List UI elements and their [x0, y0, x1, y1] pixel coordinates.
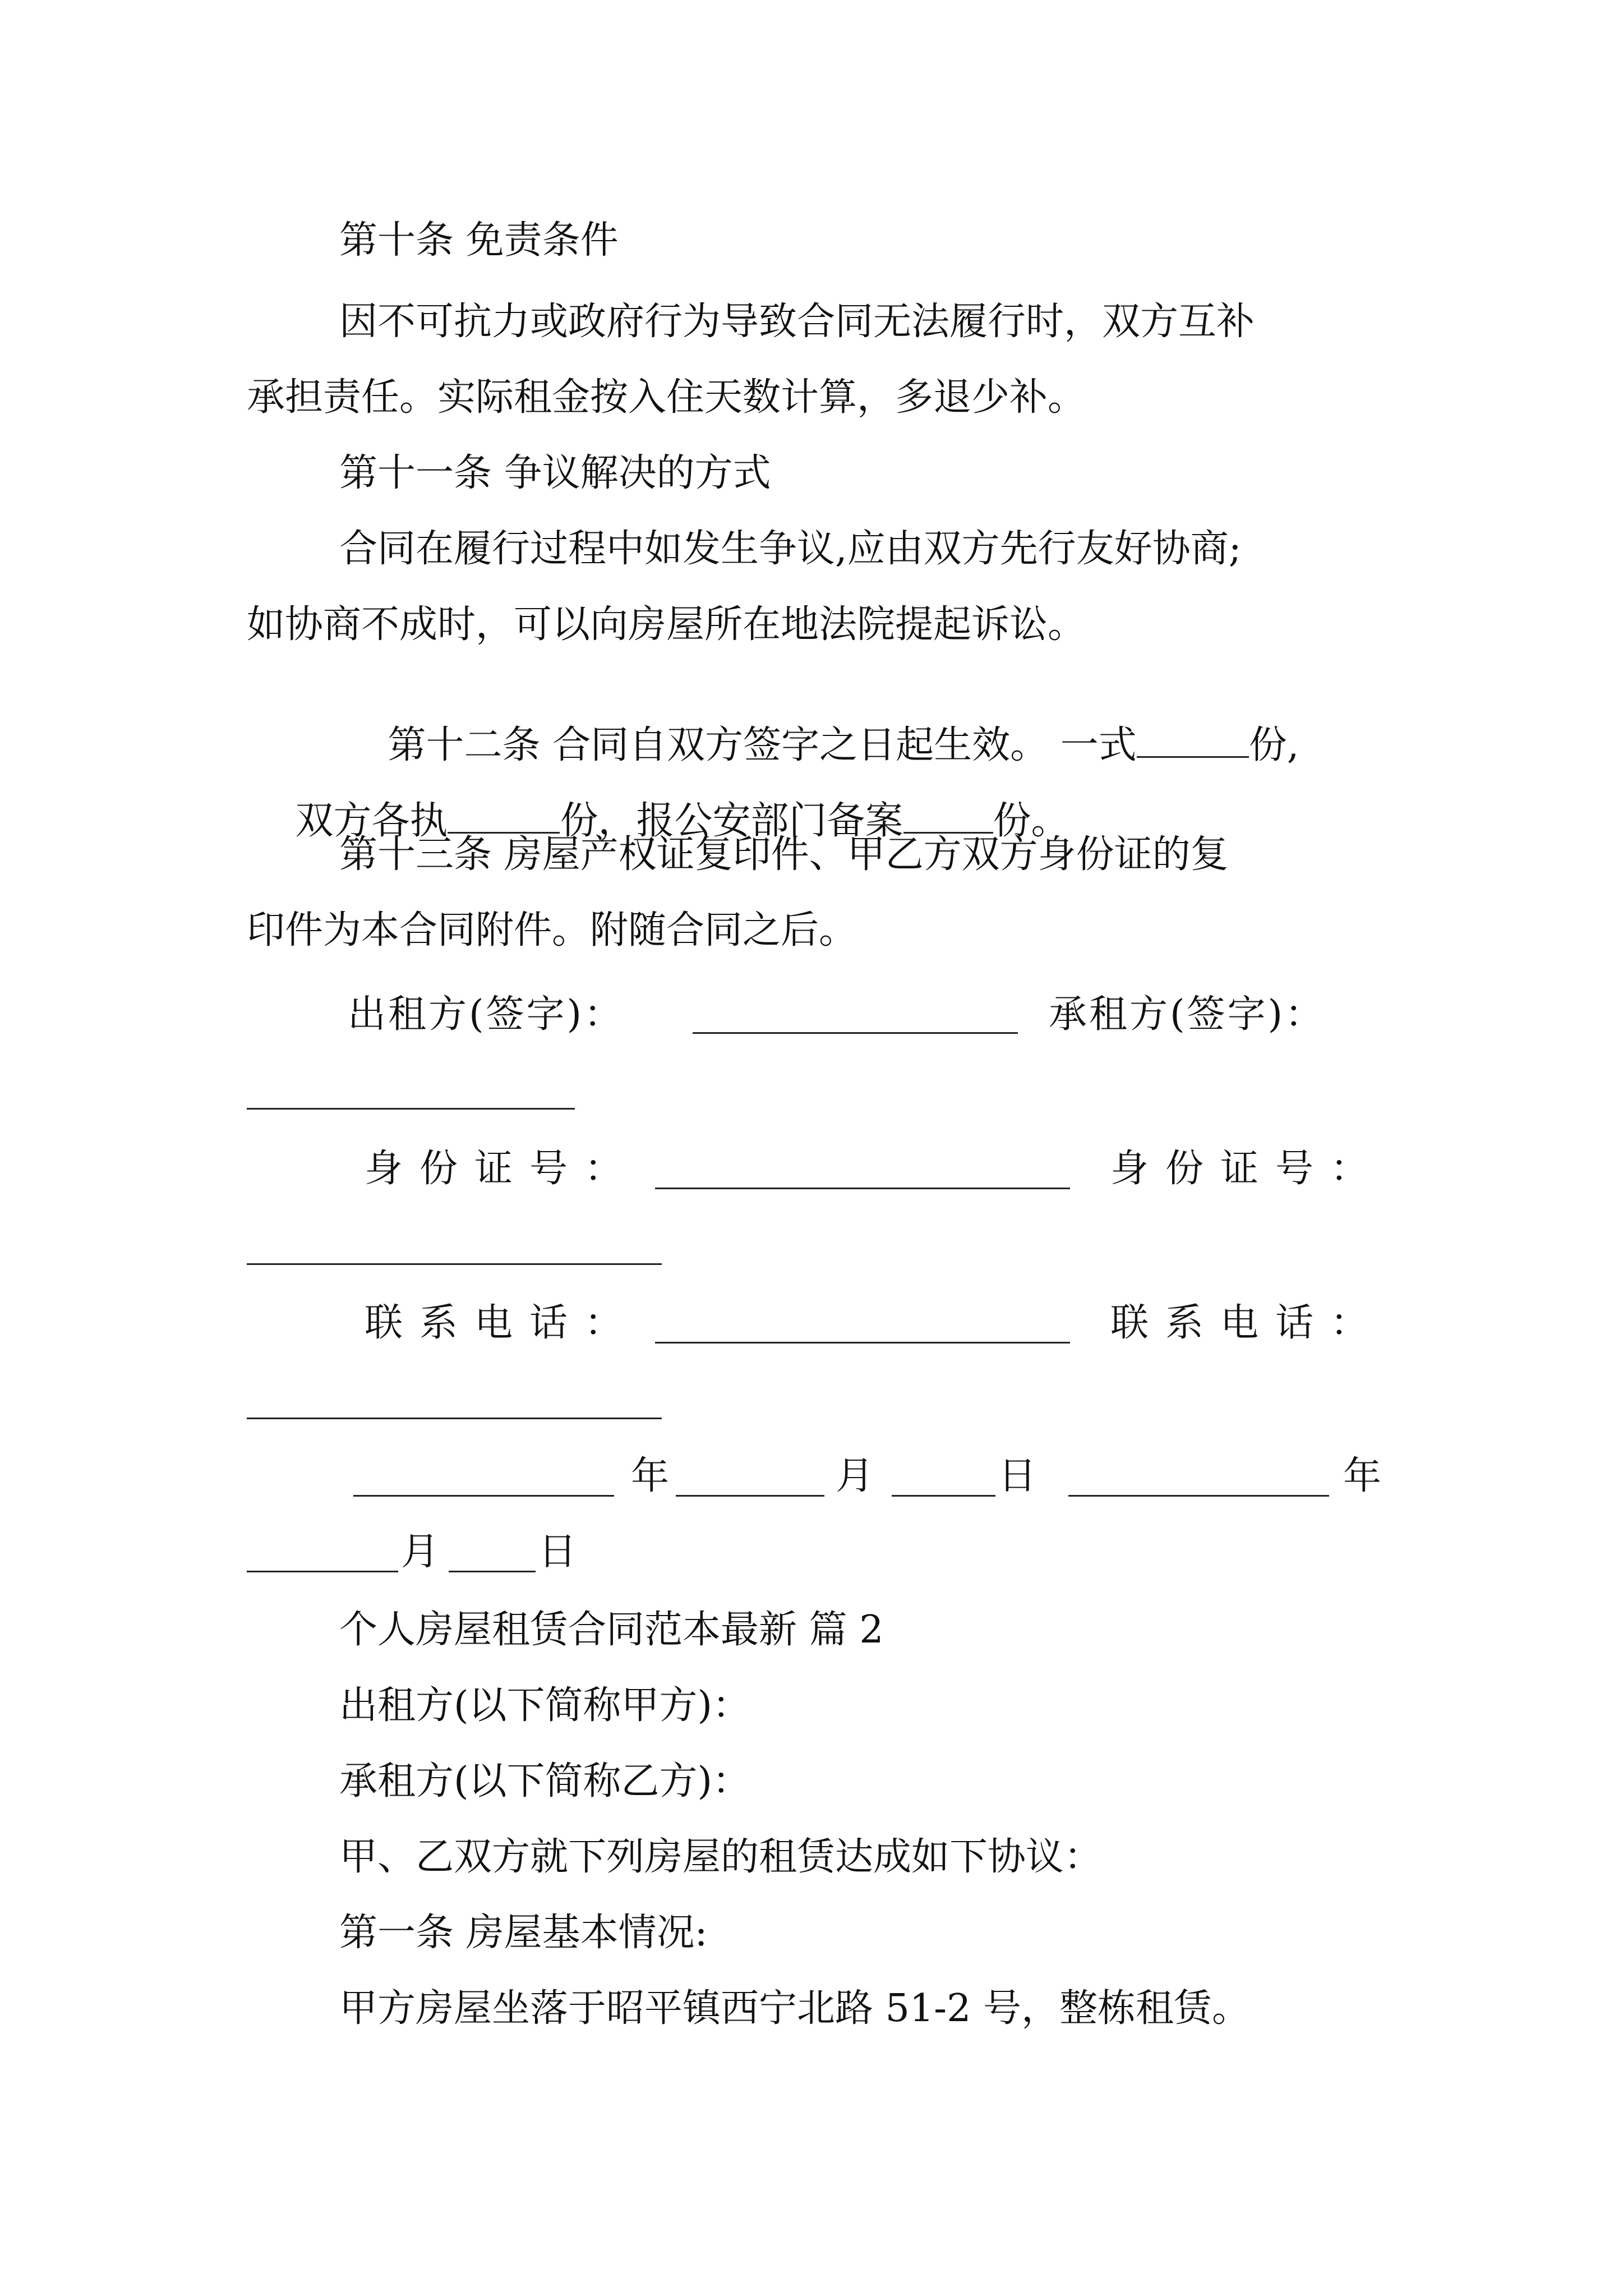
- article-12-text: 第十二条 合同自双方签字之日起生效。 一式: [388, 723, 1137, 767]
- lessor-year-line: [353, 1495, 614, 1497]
- lessee-year-line: [1068, 1495, 1329, 1497]
- copies-total-blank: [1137, 723, 1249, 758]
- article-11-heading: 第十一条 争议解决的方式: [339, 451, 771, 495]
- agreement-intro: 甲、乙双方就下列房屋的租赁达成如下协议：: [339, 1835, 1103, 1879]
- article-12-suffix: 份,: [1248, 723, 1299, 767]
- lessee-day-line: [449, 1571, 536, 1572]
- article-11-body-line-1: 合同在履行过程中如发生争议,应由双方先行友好协商;: [339, 527, 1242, 571]
- lessor-month-line: [676, 1495, 824, 1497]
- lessee-year-label: 年: [1343, 1454, 1382, 1498]
- lessee-signature-line: [247, 1108, 575, 1110]
- lessee-id-line: [247, 1263, 662, 1265]
- article-10-heading: 第十条 免责条件: [339, 218, 619, 263]
- copies-police-label: 份，报公安部门备案: [560, 799, 903, 843]
- copies-each-blank: [448, 798, 560, 834]
- lessor-id-line: [655, 1188, 1070, 1189]
- lessor-phone-label: 联系电话：: [365, 1301, 640, 1345]
- lessee-phone-line: [247, 1418, 662, 1419]
- lessor-year-label: 年: [631, 1454, 670, 1498]
- lessor-signature-line: [693, 1032, 1018, 1034]
- lessor-party-label: 出租方(以下简称甲方)：: [339, 1683, 751, 1728]
- article-13-line-1: 第十三条 房屋产权证复印件、甲乙方双方身份证的复: [339, 832, 1229, 877]
- lessee-id-label: 身份证号：: [1110, 1147, 1386, 1191]
- lessee-party-label: 承租方(以下简称乙方)：: [339, 1759, 751, 1803]
- lessor-day-line: [892, 1495, 995, 1497]
- lessor-phone-line: [655, 1342, 1070, 1343]
- article-10-body-line-2: 承担责任。实际租金按入住天数计算，多退少补。: [247, 375, 1086, 420]
- lessee-month-line: [247, 1571, 398, 1572]
- lessor-month-label: 月: [836, 1454, 874, 1498]
- article-10-body-line-1: 因不可抗力或政府行为导致合同无法履行时，双方互补: [339, 300, 1255, 344]
- lessor-day-label: 日: [998, 1454, 1037, 1498]
- article-11-body-line-2: 如协商不成时，可以向房屋所在地法院提起诉讼。: [247, 602, 1086, 647]
- lessor-signature-label: 出租方(签字)：: [348, 992, 625, 1037]
- lessee-day-label: 日: [538, 1530, 577, 1574]
- section-2-title: 个人房屋租赁合同范本最新 篇 2: [339, 1608, 884, 1652]
- copies-police-suffix: 份。: [993, 799, 1069, 843]
- article-1-heading: 第一条 房屋基本情况:: [339, 1911, 708, 1955]
- lessee-month-label: 月: [401, 1530, 440, 1574]
- article-13-line-2: 印件为本合同附件。附随合同之后。: [247, 908, 857, 953]
- article-1-body: 甲方房屋坐落于昭平镇西宁北路 51-2 号，整栋租赁。: [339, 1986, 1250, 2031]
- lessee-signature-label: 承租方(签字)：: [1049, 992, 1326, 1037]
- copies-police-blank: [903, 798, 993, 834]
- lessee-phone-label: 联系电话：: [1110, 1301, 1386, 1345]
- lessor-id-label: 身份证号：: [365, 1147, 640, 1191]
- copies-each-label: 双方各执: [295, 799, 448, 843]
